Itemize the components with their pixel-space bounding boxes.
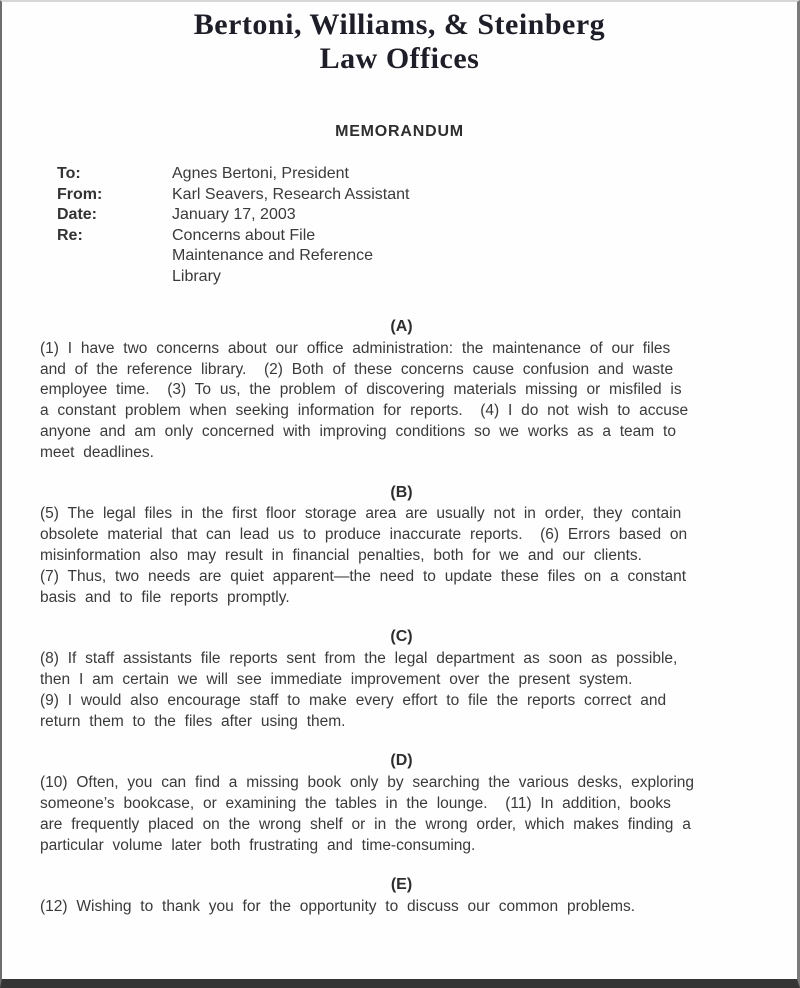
paragraph-line: anyone and am only concerned with improving conditions so we works as a team to xyxy=(40,422,676,440)
field-value-from: Karl Seavers, Research Assistant xyxy=(172,185,410,203)
paragraph-line: basis and to file reports promptly. xyxy=(40,588,290,606)
paragraph-line: (5) The legal files in the first floor storage area are usually not in order, they contain xyxy=(40,505,682,523)
memo-header-fields xyxy=(57,164,797,287)
paragraph-line: (1) I have two concerns about our office administration: the maintenance of our files xyxy=(40,339,671,357)
section-a xyxy=(2,317,797,464)
section-e-heading: (E) xyxy=(390,876,413,894)
section-e xyxy=(2,875,797,918)
field-label-date: Date: xyxy=(57,206,98,223)
field-label-re: Re: xyxy=(57,226,83,244)
paragraph-line: and of the reference library. (2) Both of these concerns cause confusion and waste xyxy=(40,360,674,378)
paragraph-line: then I am certain we will see immediate improvement over the present system. xyxy=(40,670,633,688)
paragraph-line: return them to the files after using them. xyxy=(40,712,346,730)
field-label-from: From: xyxy=(57,185,103,203)
paragraph-line: misinformation also may result in financial penalties, both for we and our clients. xyxy=(40,546,642,564)
paragraph-line: (7) Thus, two needs are quiet apparent—the need to update these files on a constant xyxy=(40,567,687,585)
field-value-re xyxy=(172,226,373,288)
paragraph-line: meet deadlines. xyxy=(40,443,154,461)
paragraph-line: particular volume later both frustrating and time-consuming. xyxy=(40,836,476,854)
field-row-re xyxy=(57,226,797,288)
firm-letterhead xyxy=(2,8,797,76)
field-value-to: Agnes Bertoni, President xyxy=(172,165,349,182)
field-value-re-line3: Library xyxy=(172,267,221,285)
section-d xyxy=(2,751,797,856)
paragraph-line: a constant problem when seeking information for reports. (4) I do not wish to accuse xyxy=(40,402,689,420)
field-label-to: To: xyxy=(57,165,81,182)
paragraph-line: obsolete material that can lead us to produce inaccurate reports. (6) Errors based on xyxy=(40,526,688,544)
section-b-heading: (B) xyxy=(390,483,413,501)
firm-name-line1: Bertoni, Williams, & Steinberg xyxy=(193,8,606,41)
field-value-re-line2: Maintenance and Reference xyxy=(172,247,374,264)
memo-title: MEMORANDUM xyxy=(335,123,464,140)
paragraph-line: are frequently placed on the wrong shelf or in the wrong order, which makes finding a xyxy=(40,815,691,833)
firm-name-line2: Law Offices xyxy=(319,42,480,75)
section-b xyxy=(2,483,797,609)
field-value-re-line1: Concerns about File xyxy=(172,226,316,244)
paragraph-line: employee time. (3) To us, the problem of discovering materials missing or misfiled is xyxy=(40,381,682,399)
section-c-heading: (C) xyxy=(390,628,413,646)
field-value-date: January 17, 2003 xyxy=(172,206,296,223)
paragraph-line: (10) Often, you can find a missing book only by searching the various desks, exploring xyxy=(40,774,695,792)
section-c xyxy=(2,627,797,732)
section-d-heading: (D) xyxy=(390,752,413,770)
section-a-heading: (A) xyxy=(390,318,413,335)
field-row-to xyxy=(57,164,797,185)
paragraph-line: (12) Wishing to thank you for the opportunity to discuss our common problems. xyxy=(40,898,636,916)
paragraph-line: someone’s bookcase, or examining the tables in the lounge. (11) In addition, books xyxy=(40,794,671,812)
paragraph-line: (8) If staff assistants file reports sent from the legal department as soon as possible, xyxy=(40,650,678,668)
paragraph-line: (9) I would also encourage staff to make every effort to file the reports correct and xyxy=(40,691,667,709)
field-row-date xyxy=(57,205,797,226)
field-row-from xyxy=(57,185,797,206)
